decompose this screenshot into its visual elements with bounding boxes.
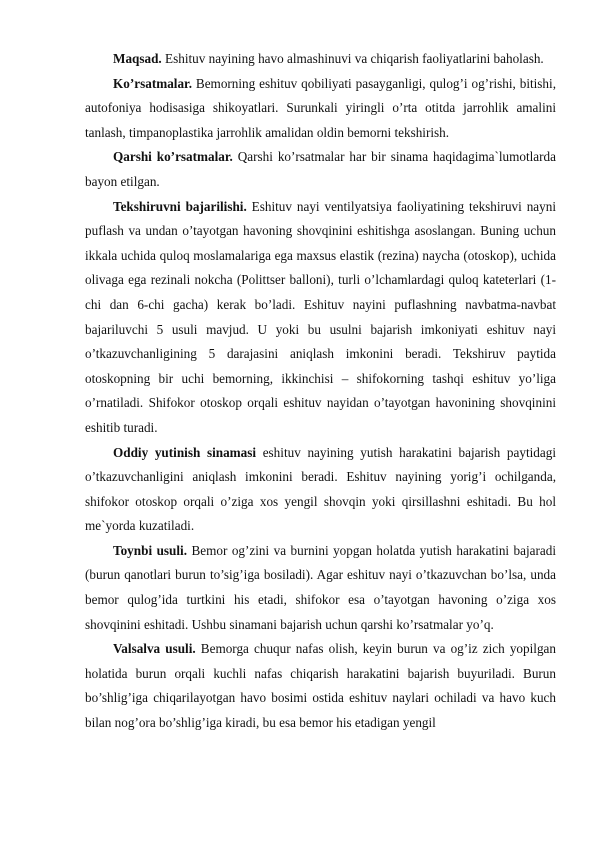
paragraph-text: Bemorga chuqur nafas olish, keyin burun va og’iz zich yopilgan holatida burun orqali kuchli nafas chiqarish harakatini bajarish buyuriladi. Burun bo’shlig’iga chiqarilayotgan havo bosimi ostida eshituv naylari ochiladi va havo kuch bilan nog’ora bo’shlig’iga kiradi, bu esa bemor his etadigan yengil [85, 641, 556, 731]
paragraph-text: Eshituv nayi ventilyatsiya faoliyatining tekshiruvi nayni puflash va undan o’tayotgan havoning shovqinini eshitishga asoslangan. Buning uchun ikkala uchida quloq moslamalariga ega maxsus elastik (rezina) naycha (otoskop), uchida olivaga ega rezinali nokcha (Polittser balloni), turli o’lchamlardagi quloq kateterlari (1-chi dan 6-chi gacha) kerak bo’ladi. Eshituv nayini puflashning navbatma-navbat bajariluvchi 5 usuli mavjud. U yoki bu usulni bajarish imkoniyati eshituv nayi o’tkazuvchanligining 5 darajasini aniqlash imkonini beradi. Tekshiruv paytida otoskopning bir uchi bemorning, ikkinchisi – shifokorning tashqi eshituv yo’liga o’rnatiladi. Shifokor otoskop orqali eshituv nayidan o’tayotgan havonining shovqinini eshitib turadi. [85, 198, 556, 435]
paragraph-maqsad [85, 47, 556, 72]
paragraph-oddiy-yutinish [85, 441, 556, 539]
paragraph-valsalva [85, 637, 556, 735]
paragraph-text: Bemorning eshituv qobiliyati pasayganligi, qulog’i og’rishi, bitishi, autofoniya hodisasiga shikoyatlari. Surunkali yiringli o’rta otitda jarrohlik amalini tanlash, timpanoplastika jarrohlik amalidan oldin bemorni tekshirish. [85, 75, 556, 140]
paragraph-heading: Toynbi usuli. [113, 542, 187, 558]
paragraph-heading: Maqsad. [113, 51, 162, 66]
paragraph-qarshi-korsatmalar [85, 145, 556, 194]
document-body [85, 47, 556, 736]
paragraph-toynbi [85, 539, 556, 637]
paragraph-heading: Qarshi ko’rsatmalar. [113, 149, 233, 165]
paragraph-korsatmalar [85, 72, 556, 146]
paragraph-text: Qarshi ko’rsatmalar har bir sinama haqidagima`lumotlarda bayon etilgan. [85, 149, 556, 189]
paragraph-heading: Oddiy yutinish sinamasi [113, 444, 257, 460]
paragraph-text: Bemor og’zini va burnini yopgan holatda yutish harakatini bajaradi (burun qanotlari burun to’sig’iga bosiladi). Agar eshituv nayi o’tkazuvchan bo’lsa, unda bemor qulog’ida turtkini his etadi, shifokor esa o’tayotgan havoning o’ziga xos shovqinini eshitadi. Ushbu sinamani bajarish uchun qarshi ko’rsatmalar yo’q. [85, 542, 557, 632]
paragraph-heading: Valsalva usuli. [113, 641, 196, 657]
paragraph-text: eshituv nayining yutish harakatini bajarish paytidagi o’tkazuvchanligini aniqlash imkonini beradi. Eshituv nayining yorig’i ochilganda, shifokor otoskop orqali o’ziga xos yengil shovqin yoki qirsillashni eshitadi. Bu hol me`yorda kuzatiladi. [85, 444, 557, 534]
paragraph-text: Eshituv nayining havo almashinuvi va chiqarish faoliyatlarini baholash. [161, 51, 544, 66]
paragraph-heading: Tekshiruvni bajarilishi. [113, 198, 247, 214]
paragraph-heading: Ko’rsatmalar. [113, 75, 192, 91]
paragraph-tekshiruv [85, 195, 556, 441]
